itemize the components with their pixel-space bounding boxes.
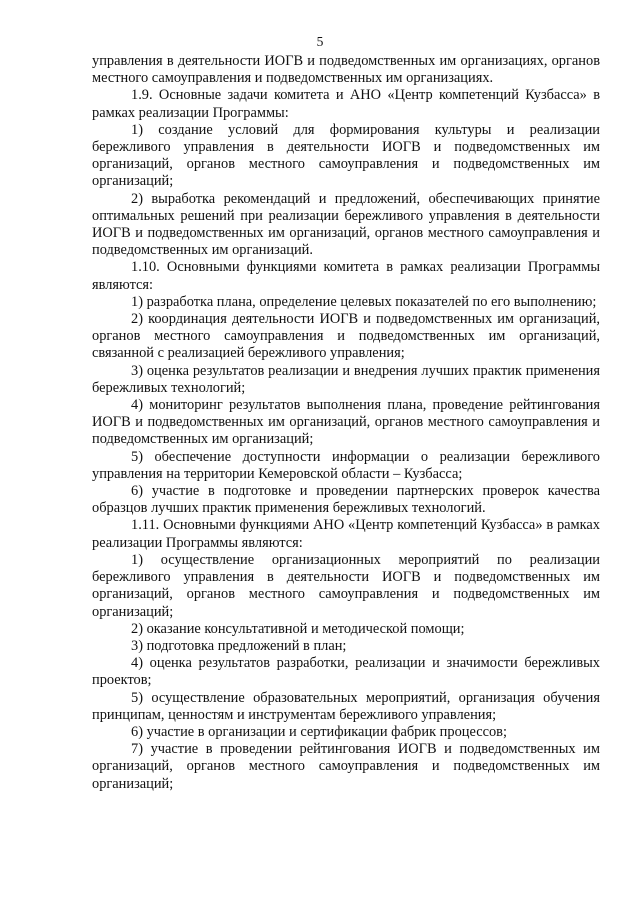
paragraph-1-11-item-1: 1) осуществление организационных мероприятий по реализации бережливого управления в деятельности ИОГВ и подведомственных им организаций, органов местного самоуправления и подведомственных им организаций; [92, 551, 600, 620]
paragraph-section-1-9: 1.9. Основные задачи комитета и АНО «Центр компетенций Кузбасса» в рамках реализации Программы: [92, 87, 600, 121]
paragraph-1-10-item-3: 3) оценка результатов реализации и внедрения лучших практик применения бережливых технологий; [92, 362, 600, 396]
paragraph-1-11-item-5: 5) осуществление образовательных мероприятий, организация обучения принципам, ценностям и инструментам бережливого управления; [92, 689, 600, 723]
paragraph-1-10-item-5: 5) обеспечение доступности информации о реализации бережливого управления на территории Кемеровской области – Кузбасса; [92, 448, 600, 482]
paragraph-1-9-item-2: 2) выработка рекомендаций и предложений, обеспечивающих принятие оптимальных решений при реализации бережливого управления в деятельности ИОГВ и подведомственных им организаций, органов местного самоуправления и подведомственных им организаций. [92, 190, 600, 259]
paragraph-1-11-item-4: 4) оценка результатов разработки, реализации и значимости бережливых проектов; [92, 655, 600, 689]
paragraph-1-10-item-6: 6) участие в подготовке и проведении партнерских проверок качества образцов лучших практик применения бережливых технологий. [92, 483, 600, 517]
page-number: 5 [316, 34, 324, 49]
paragraph-1-10-item-1: 1) разработка плана, определение целевых показателей по его выполнению; [131, 293, 597, 310]
paragraph-1-11-item-7: 7) участие в проведении рейтингования ИОГВ и подведомственных им организаций, органов местного самоуправления и подведомственных им организаций; [92, 741, 600, 792]
paragraph-1-9-item-1: 1) создание условий для формирования культуры и реализации бережливого управления в деятельности ИОГВ и подведомственных им организаций, органов местного самоуправления и подведомственных им организаций; [92, 121, 600, 190]
paragraph-1-11-item-3: 3) подготовка предложений в план; [131, 637, 347, 654]
paragraph-1-10-item-4: 4) мониторинг результатов выполнения плана, проведение рейтингования ИОГВ и подведомственных им организаций, органов местного самоуправления и подведомственных им организаций; [92, 397, 600, 448]
paragraph-1-10-item-2: 2) координация деятельности ИОГВ и подведомственных им организаций, органов местного самоуправления и подведомственных им организаций, связанной с реализацией бережливого управления; [92, 311, 600, 362]
document-body [92, 53, 600, 793]
paragraph-1-11-item-2: 2) оказание консультативной и методической помощи; [131, 620, 465, 637]
paragraph-continuation: управления в деятельности ИОГВ и подведомственных им организациях, органов местного самоуправления и подведомственных им организациях. [92, 53, 600, 87]
paragraph-section-1-11: 1.11. Основными функциями АНО «Центр компетенций Кузбасса» в рамках реализации Программы являются: [92, 517, 600, 551]
paragraph-section-1-10: 1.10. Основными функциями комитета в рамках реализации Программы являются: [92, 259, 600, 293]
paragraph-1-11-item-6: 6) участие в организации и сертификации фабрик процессов; [131, 723, 507, 740]
